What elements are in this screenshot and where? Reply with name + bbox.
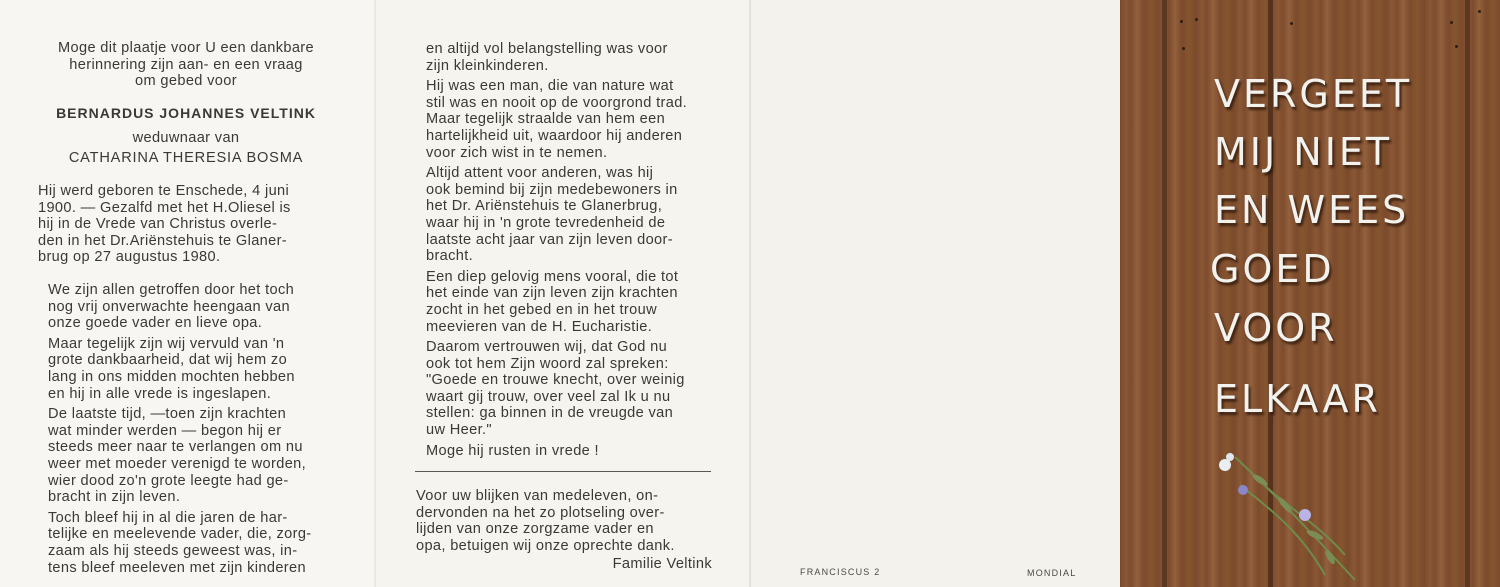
paragraph: Een diep gelovig mens vooral, die tot het einde van zijn leven zijn krachten zocht in het gebed en in het trouw meevieren van de H. Eucharistie.	[426, 268, 679, 335]
bio-paragraph: Hij werd geboren te Enschede, 4 juni 1900. — Gezalfd met het H.Oliesel is hij in de Vrede van Christus overle- den in het Dr.Ariënstehuis te Glaner- brug op 27 augustus 1980.	[38, 183, 291, 266]
sign-line-4: GOED	[1210, 247, 1335, 291]
family-signature: Familie Veltink	[612, 556, 712, 572]
paragraph: Toch bleef hij in al die jaren de har- telijke en meelevende vader, die, zorg- zaam als hij steeds geweest was, in- tens bleef meeleven met zijn kinderen	[48, 509, 312, 576]
intro-text: Moge dit plaatje voor U een dankbare herinnering zijn aan- en een vraag om gebed voor	[58, 40, 314, 90]
rest-in-peace: Moge hij rusten in vrede !	[426, 442, 599, 459]
divider-line	[415, 471, 711, 472]
paragraph: Altijd attent voor anderen, was hij ook bemind bij zijn medebewoners in het Dr. Ariënstehuis te Glanerbrug, waar hij in 'n grote tevredenheid de laatste acht jaar van zijn leven door- bracht.	[426, 165, 678, 265]
body-text-left	[38, 282, 333, 580]
paragraph: en altijd vol belangstelling was voor zijn kleinkinderen.	[426, 41, 668, 74]
sign-line-3: EN WEES	[1214, 188, 1410, 232]
sign-line-6: ELKAAR	[1214, 377, 1381, 421]
sign-line-2: MIJ NIET	[1214, 130, 1393, 174]
spouse-name: CATHARINA THERESIA BOSMA	[68, 150, 304, 166]
widower-label: weduwnaar van	[132, 130, 240, 146]
paragraph: Daarom vertrouwen wij, dat God nu ook tot hem Zijn woord zal spreken: "Goede en trouwe knecht, over weinig waart gij trouw, over veel zal Ik u nu stellen: ga binnen in de vreugde van uw Heer."	[426, 339, 685, 439]
sign-line-1: VERGEET	[1214, 72, 1413, 116]
series-label: FRANCISCUS 2	[800, 567, 881, 577]
sign-line-5: VOOR	[1214, 306, 1338, 350]
body-text-middle	[416, 41, 712, 463]
paragraph: We zijn allen getroffen door het toch nog vrij onverwachte heengaan van onze goede vader en lieve opa.	[48, 282, 295, 332]
card-panel-blank	[750, 0, 1120, 587]
paragraph: Maar tegelijk zijn wij vervuld van 'n grote dankbaarheid, dat wij hem zo lang in ons midden mochten hebben en hij in alle vrede is ingeslapen.	[48, 335, 295, 402]
forget-me-not-flowers-image	[1205, 445, 1395, 585]
paragraph: Hij was een man, die van nature wat stil was en nooit op de voorgrond trad. Maar tegelijk straalde van hem een hartelijkheid uit, waardoor hij anderen voor zich wist in te nemen.	[426, 78, 688, 161]
deceased-name: BERNARDUS JOHANNES VELTINK	[56, 105, 316, 121]
thanks-text: Voor uw blijken van medeleven, on- dervonden na het zo plotseling over- lijden van onze zorgzame vader en opa, betuigen wij onze oprechte dank.	[416, 488, 675, 554]
paragraph: De laatste tijd, —toen zijn krachten wat minder werden — begon hij er steeds meer naar te verlangen om nu weer met moeder verenigd te worden, wier dood zo'n grote leegte had ge- bracht in zijn leven.	[48, 406, 307, 506]
publisher-label: MONDIAL	[1027, 568, 1077, 578]
